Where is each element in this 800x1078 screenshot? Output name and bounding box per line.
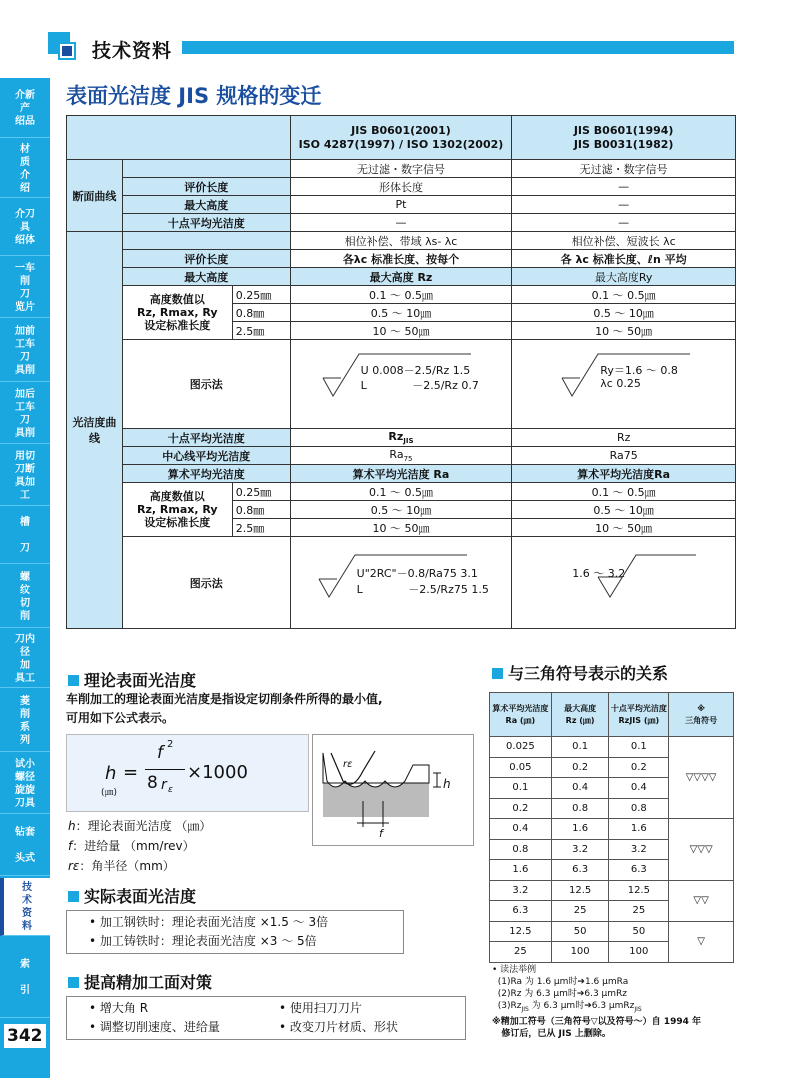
length-cell: 2.5㎜	[232, 322, 290, 340]
table-row	[490, 819, 734, 840]
cell-old: —	[512, 178, 736, 196]
cell-new: 0.5 ～ 10㎛	[290, 304, 512, 322]
formula-denominator: 8	[147, 773, 158, 793]
table-cell: 0.8	[551, 798, 609, 819]
note-line: 修订后，已从 JIS 上删除。	[492, 1028, 611, 1039]
cell-new: 0.1 ～ 0.5㎛	[290, 286, 512, 304]
legend-item	[68, 856, 211, 876]
table-cell: 0.025	[490, 737, 552, 758]
table-cell: 25	[609, 901, 669, 922]
rz-text: Rz	[388, 429, 404, 443]
symbol-new-2	[290, 537, 512, 629]
cell-new: 形体长度	[290, 178, 512, 196]
cell-new: —	[290, 214, 512, 232]
legend-text: ：进给量 （mm/rev）	[72, 839, 195, 853]
table-cell: 0.2	[609, 757, 669, 778]
legend-symbol: f	[68, 839, 73, 853]
cell-new: 相位补偿、带域 λs- λc	[290, 232, 512, 250]
note-text: (3)Rz	[492, 1001, 522, 1011]
section-bullet-icon	[68, 675, 79, 686]
header-square-inner-icon	[62, 46, 72, 56]
cell-old: 无过滤・数字信号	[512, 160, 736, 178]
theory-text: 车削加工的理论表面光洁度是指设定切削条件所得的最小值, 可用如下公式表示。	[66, 692, 383, 725]
triangle-symbol-icon: ▽▽▽▽	[669, 737, 734, 819]
table-cell: 0.2	[490, 798, 552, 819]
table-cell: 0.1	[490, 778, 552, 799]
section-bullet-icon	[68, 891, 79, 902]
cell-old: Rz	[512, 429, 736, 447]
table-cell: 0.4	[609, 778, 669, 799]
row-label: 评价长度	[122, 250, 290, 268]
sidebar-item[interactable]: 索 引	[0, 938, 50, 1018]
length-cell: 2.5㎜	[232, 519, 290, 537]
col-header-rz: 最大高度 Rz (㎛)	[551, 693, 609, 737]
symbol-text-line1: U 0.008－2.5/Rz 1.5	[360, 364, 471, 377]
diagram-h-label: h	[443, 777, 451, 791]
table-cell: 0.1	[609, 737, 669, 758]
cell-old: —	[512, 196, 736, 214]
row-label: 评价长度	[122, 178, 290, 196]
table-row	[490, 880, 734, 901]
rz-subscript: JIS	[403, 437, 414, 446]
header-bar	[182, 41, 734, 54]
cell-old: 0.5 ～ 10㎛	[512, 304, 736, 322]
table-cell: 1.6	[609, 819, 669, 840]
table-row	[490, 921, 734, 942]
sidebar-item[interactable]: 刀内 径 加 具工	[0, 630, 50, 688]
cell-new: 各λc 标准长度、按每个	[290, 250, 512, 268]
row-label: 十点平均光洁度	[122, 214, 290, 232]
section-roughness-curve: 光洁度曲线	[67, 232, 123, 629]
note-line: (2)Rz 为 6.3 μm时➔6.3 μmRz	[492, 989, 628, 999]
row-label: 中心线平均光洁度	[122, 447, 290, 465]
cell-new: 10 ～ 50㎛	[290, 519, 512, 537]
height-setting-label: 高度数值以 Rz, Rmax, Ry 设定标准长度	[122, 286, 232, 340]
cell-new: 算术平均光洁度 Ra	[290, 465, 512, 483]
legend-symbol: h	[68, 819, 76, 833]
header-blank	[67, 116, 291, 160]
table-row	[490, 737, 734, 758]
symbol-text-line1: Ry＝1.6 ～ 0.8	[600, 364, 678, 377]
height-setting-label: 高度数值以 Rz, Rmax, Ry 设定标准长度	[122, 483, 232, 537]
theory-title: 理论表面光洁度	[84, 671, 197, 690]
sidebar-item[interactable]: 螺 纹 切 削	[0, 566, 50, 628]
formula-numerator: f	[157, 743, 163, 763]
improve-title: 提高精加工面对策	[84, 973, 213, 992]
symbol-old-1	[512, 340, 736, 429]
cell-new: 10 ～ 50㎛	[290, 322, 512, 340]
diagram-f-label: f	[379, 827, 383, 840]
cell-old: —	[512, 214, 736, 232]
row-label	[122, 232, 290, 250]
surface-symbol-icon	[596, 553, 706, 613]
table-cell: 25	[490, 942, 552, 963]
note-line: (1)Ra 为 1.6 μm时➔1.6 μmRa	[492, 977, 629, 987]
symbol-text-line1: U"2RC"－0.8/Ra75 3.1	[356, 566, 478, 580]
triangle-table-body	[490, 737, 734, 963]
actual-item: • 加工铸铁时：理论表面光洁度 ×3 ～ 5倍	[89, 934, 317, 948]
section-header: 技术资料	[92, 40, 173, 62]
row-label: 算术平均光洁度	[122, 465, 290, 483]
sidebar-item[interactable]: 一车 削 刀 览片	[0, 258, 50, 318]
symbol-text-line2: L －2.5/Rz75 1.5	[356, 582, 489, 596]
symbol-text-line1: 1.6 ～ 3.2	[572, 566, 626, 580]
improve-left-column	[89, 999, 220, 1037]
cell-old: 相位补偿、短波长 λc	[512, 232, 736, 250]
sidebar-item[interactable]: 菱 削 系 列	[0, 690, 50, 752]
table-cell: 3.2	[609, 839, 669, 860]
notes	[492, 964, 701, 1040]
table-cell: 12.5	[609, 880, 669, 901]
diagram-label: 图示法	[122, 537, 290, 629]
sidebar-item[interactable]: 试小 螺径 旋旋 刀具	[0, 754, 50, 814]
formula-denominator-symbol: r	[161, 777, 167, 793]
formula-exponent: 2	[167, 739, 174, 750]
legend-item	[68, 836, 211, 856]
actual-item: • 加工钢铁时：理论表面光洁度 ×1.5 ～ 3倍	[89, 915, 329, 929]
table-cell: 50	[609, 921, 669, 942]
cell-new: 无过滤・数字信号	[290, 160, 512, 178]
table-cell: 6.3	[609, 860, 669, 881]
sidebar-item[interactable]: 用切 刀断 具加 工	[0, 446, 50, 506]
section-bullet-icon	[68, 977, 79, 988]
cell-old: 0.5 ～ 10㎛	[512, 501, 736, 519]
table-cell: 100	[609, 942, 669, 963]
sidebar-item[interactable]: 技 术 资 料	[0, 878, 50, 936]
cell-new: 最大高度 Rz	[290, 268, 512, 286]
row-label: 十点平均光洁度	[122, 429, 290, 447]
header-new-standard: JIS B0601(2001) ISO 4287(1997) / ISO 1302(2002)	[290, 116, 512, 160]
table-cell: 25	[551, 901, 609, 922]
cell-old: 10 ～ 50㎛	[512, 519, 736, 537]
cell-old: 10 ～ 50㎛	[512, 322, 736, 340]
formula-multiplier: ×1000	[187, 762, 248, 783]
triangle-symbol-icon: ▽▽▽	[669, 819, 734, 881]
section-profile-curve: 断面曲线	[67, 160, 123, 232]
note-text: 为 6.3 μm时➔6.3 μmRz	[528, 1001, 635, 1011]
sidebar-item[interactable]: 钻套 头式	[0, 816, 50, 876]
cell-old: 0.1 ～ 0.5㎛	[512, 483, 736, 501]
jis-comparison-table	[66, 115, 736, 629]
diagram-re-label: rε	[343, 759, 353, 770]
cell-old: 0.1 ～ 0.5㎛	[512, 286, 736, 304]
length-cell: 0.8㎜	[232, 501, 290, 519]
sidebar-item[interactable]: 材 质 介 绍	[0, 140, 50, 198]
section-bullet-icon	[492, 668, 503, 679]
ra-text: Ra	[389, 447, 404, 461]
row-label: 最大高度	[122, 268, 290, 286]
table-cell: 50	[551, 921, 609, 942]
sidebar-item[interactable]: 介刀 具 绍体	[0, 200, 50, 256]
table-cell: 6.3	[551, 860, 609, 881]
page-title: 表面光洁度 JIS 规格的变迁	[66, 84, 322, 108]
symbol-text-line2: λc 0.25	[600, 377, 641, 390]
actual-title: 实际表面光洁度	[84, 887, 197, 906]
legend-symbol: rε	[68, 859, 80, 873]
length-cell: 0.8㎜	[232, 304, 290, 322]
cell-new	[290, 429, 512, 447]
length-cell: 0.25㎜	[232, 286, 290, 304]
cell-old: 最大高度Ry	[512, 268, 736, 286]
cell-new: 0.1 ～ 0.5㎛	[290, 483, 512, 501]
actual-list	[66, 910, 404, 954]
row-label	[122, 160, 290, 178]
table-cell: 3.2	[490, 880, 552, 901]
cell-old: Ra75	[512, 447, 736, 465]
diagram-label: 图示法	[122, 340, 290, 429]
table-cell: 12.5	[490, 921, 552, 942]
note-line	[492, 1000, 701, 1016]
ra-subscript: 75	[403, 455, 413, 464]
cell-new	[290, 447, 512, 465]
sidebar-item[interactable]: 槽 刀	[0, 508, 50, 564]
triangle-symbol-icon: ▽▽	[669, 880, 734, 921]
table-cell: 0.4	[551, 778, 609, 799]
length-cell: 0.25㎜	[232, 483, 290, 501]
formula-equals: =	[123, 762, 139, 783]
improve-item: • 调整切削速度、进给量	[89, 1020, 220, 1034]
legend-text: ：角半径（mm）	[79, 859, 175, 873]
table-cell: 0.1	[551, 737, 609, 758]
legend-text: ：理论表面光洁度 （㎛）	[75, 819, 212, 833]
col-header-rzjis: 十点平均光洁度 RzJIS (㎛)	[609, 693, 669, 737]
legend-item	[68, 816, 211, 836]
table-cell: 0.8	[490, 839, 552, 860]
triangle-title: 与三角符号表示的关系	[508, 664, 669, 683]
row-label: 最大高度	[122, 196, 290, 214]
table-cell: 0.8	[609, 798, 669, 819]
triangle-symbol-table	[489, 692, 734, 963]
table-cell: 1.6	[490, 860, 552, 881]
note-line: ※精加工符号（三角符号▽以及符号～）自 1994 年	[492, 1016, 701, 1027]
header-old-standard: JIS B0601(1994) JIS B0031(1982)	[512, 116, 736, 160]
page-number: 342	[4, 1024, 46, 1048]
sidebar-item[interactable]: 加前 工车 刀 具削	[0, 320, 50, 382]
cell-new: 0.5 ～ 10㎛	[290, 501, 512, 519]
sidebar-item[interactable]: 介新 产 绍品	[0, 80, 50, 138]
note-subscript: JIS	[521, 1005, 529, 1013]
improve-right-column	[279, 999, 398, 1037]
cell-old: 算术平均光洁度Ra	[512, 465, 736, 483]
symbol-old-2	[512, 537, 736, 629]
improve-item: • 改变刀片材质、形状	[279, 1020, 398, 1034]
table-cell: 12.5	[551, 880, 609, 901]
table-cell: 0.2	[551, 757, 609, 778]
symbol-new-1	[290, 340, 512, 429]
improve-item: • 使用扫刀刀片	[279, 1001, 362, 1015]
triangle-symbol-icon: ▽	[669, 921, 734, 962]
note-subscript: JIS	[634, 1005, 642, 1013]
note-line: • 读法举例	[492, 965, 537, 975]
fraction-bar	[145, 769, 185, 770]
table-cell: 0.05	[490, 757, 552, 778]
table-cell: 3.2	[551, 839, 609, 860]
formula-lhs: h	[105, 763, 117, 784]
improve-item: • 增大角 R	[89, 1001, 149, 1015]
improve-list	[66, 996, 466, 1040]
table-cell: 100	[551, 942, 609, 963]
cell-old: 各 λc 标准长度、ℓn 平均	[512, 250, 736, 268]
table-cell: 0.4	[490, 819, 552, 840]
formula-unit: (㎛)	[101, 788, 118, 798]
col-header-ra: 算术平均光洁度 Ra (㎛)	[490, 693, 552, 737]
table-cell: 1.6	[551, 819, 609, 840]
col-header-symbol: ※ 三角符号	[669, 693, 734, 737]
formula-box	[66, 734, 309, 812]
cell-new: Pt	[290, 196, 512, 214]
table-cell: 6.3	[490, 901, 552, 922]
formula-legend	[68, 816, 211, 876]
sidebar-item[interactable]: 加后 工车 刀 具削	[0, 384, 50, 444]
formula-denominator-subscript: ε	[168, 785, 173, 795]
symbol-text-line2: L －2.5/Rz 0.7	[360, 379, 479, 392]
roughness-diagram	[312, 734, 474, 846]
